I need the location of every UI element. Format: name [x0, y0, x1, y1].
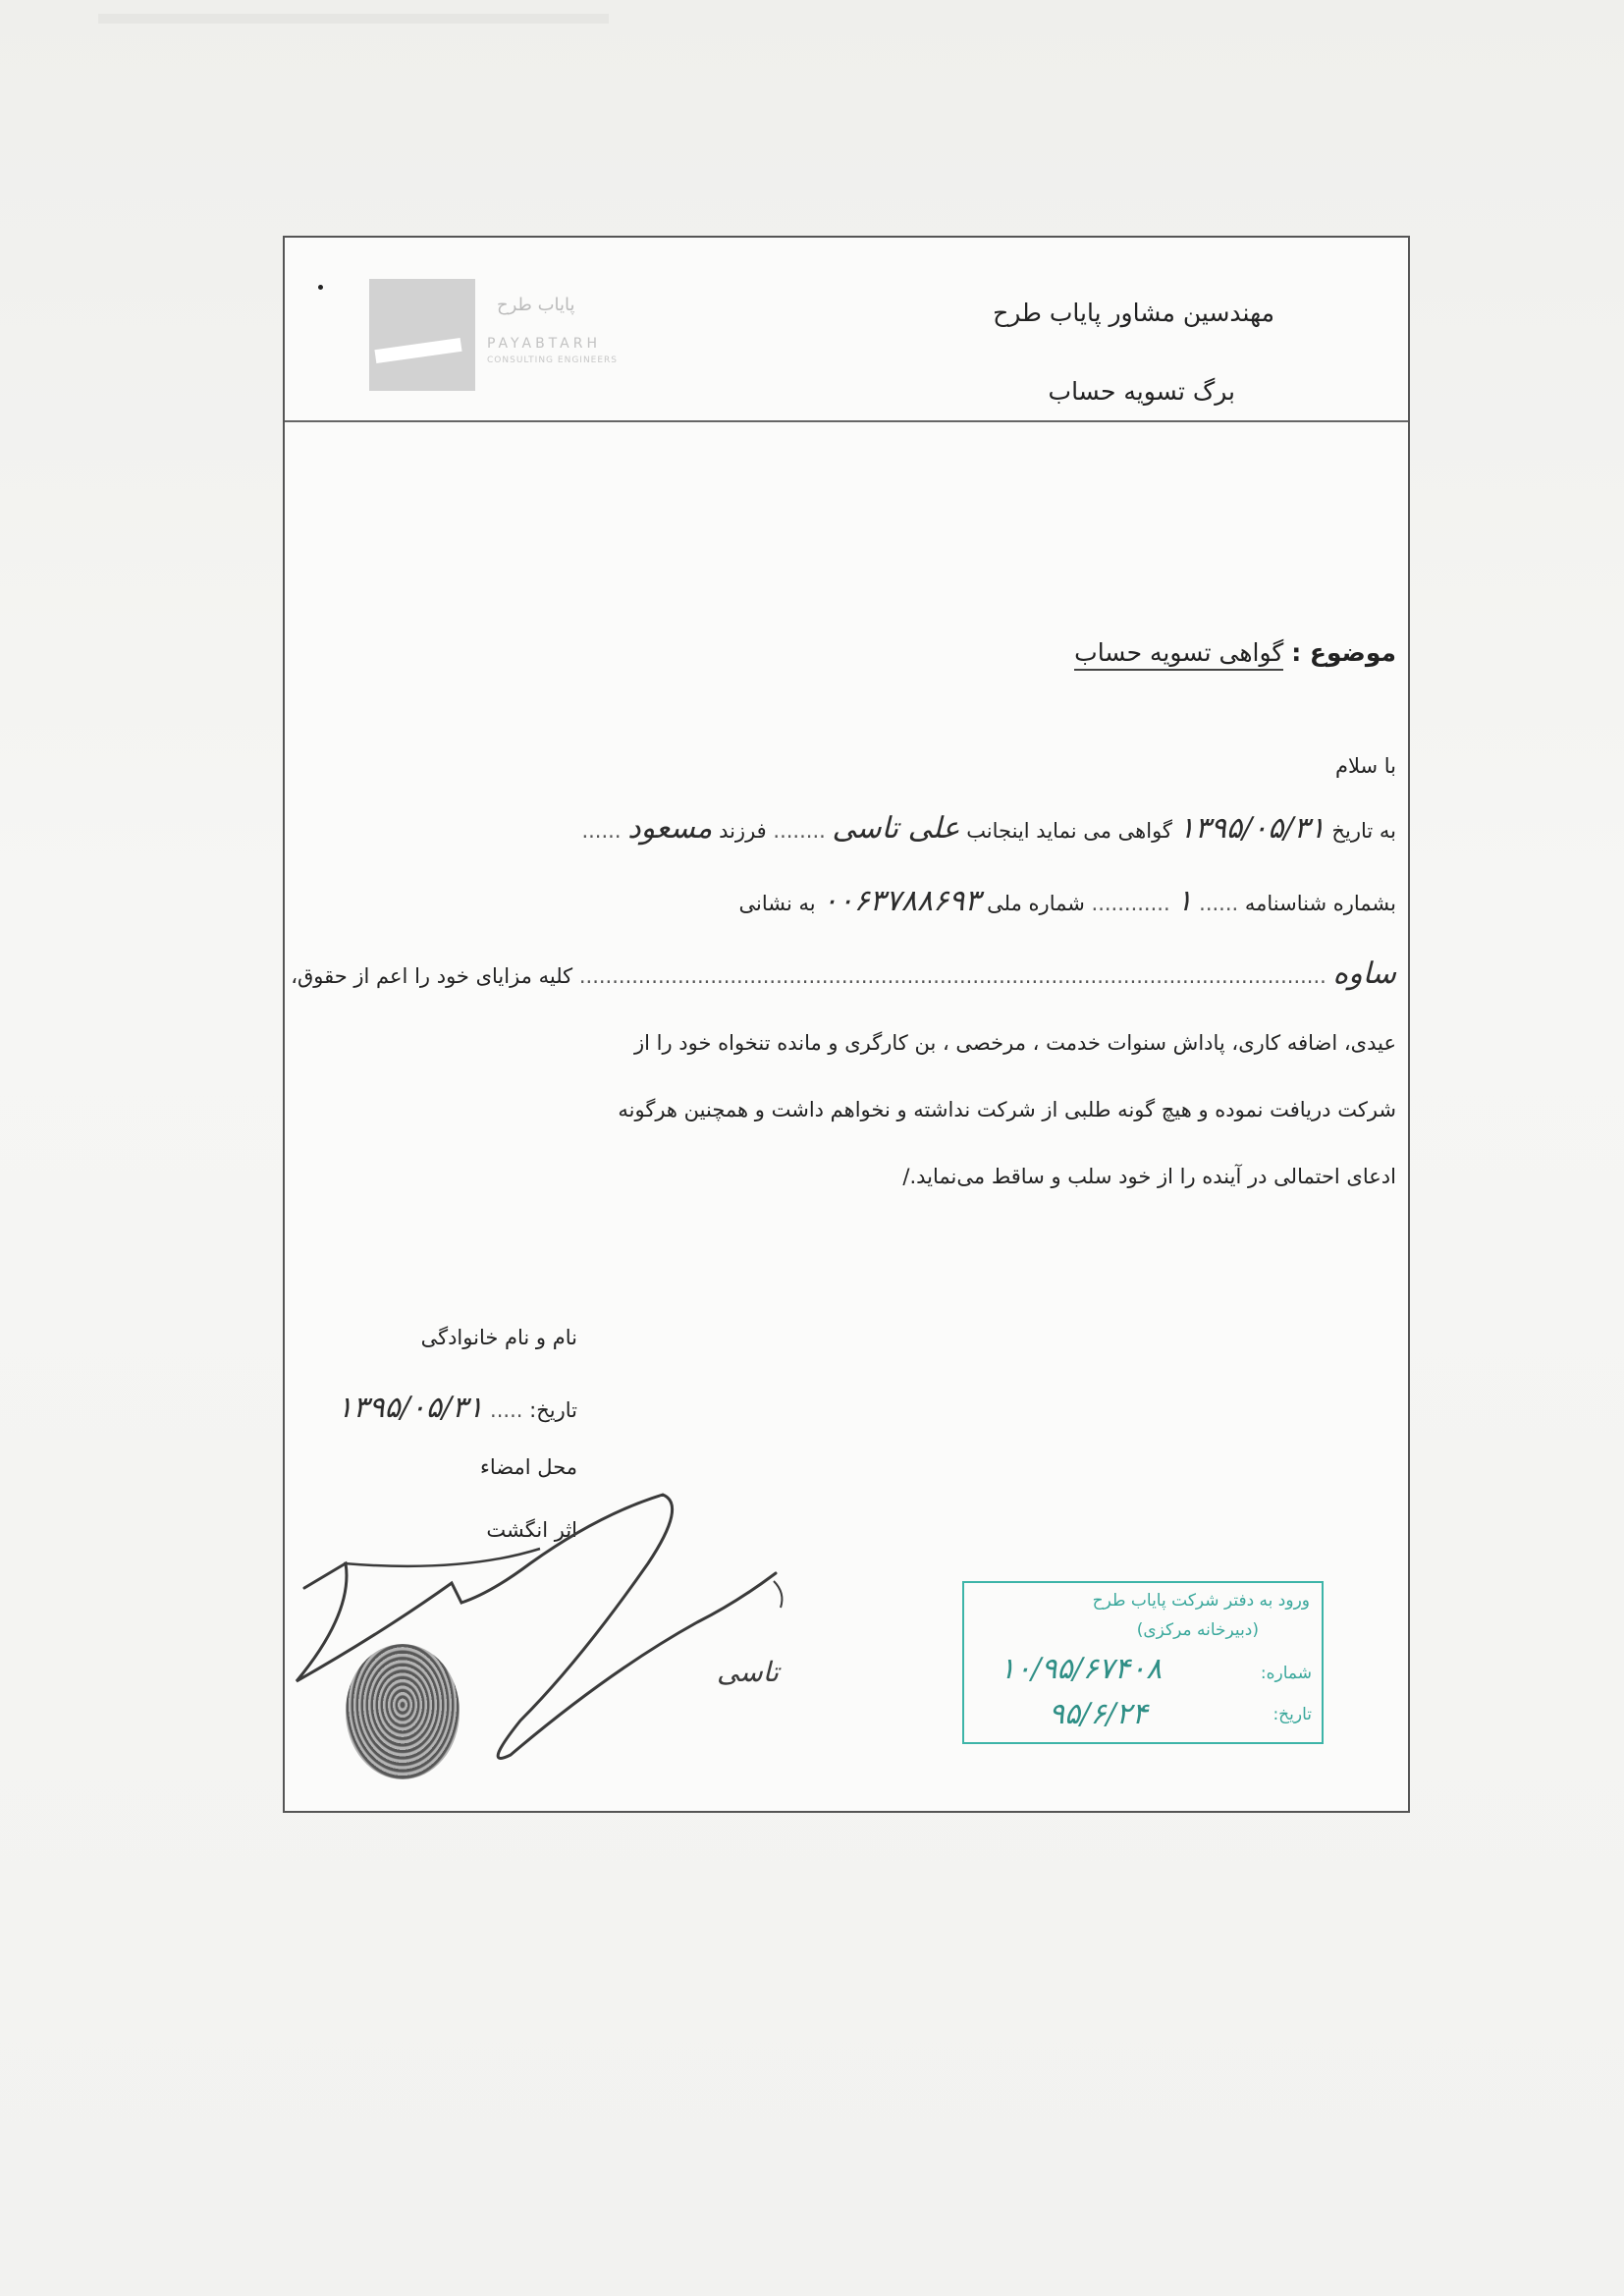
stamp-date-value: ۹۵/۶/۲۴ — [1049, 1697, 1148, 1731]
handwritten-address: ساوه — [1332, 957, 1396, 991]
line1-prefix: به تاریخ — [1331, 819, 1396, 843]
handwritten-date: ۱۳۹۵/۰۵/۳۱ — [1178, 811, 1326, 846]
stamp-number-label: شماره: — [1260, 1664, 1312, 1683]
dotted-leader: ............ — [1091, 892, 1170, 915]
greeting: با سلام — [1334, 754, 1396, 778]
date-label: تاریخ: — [529, 1398, 577, 1422]
dotted-leader: ..... — [490, 1398, 523, 1422]
handwritten-id-number: ۱ — [1176, 884, 1193, 918]
body-line-6: ادعای احتمالی در آینده را از خود سلب و ساقط می‌نماید./ — [902, 1165, 1396, 1188]
header-divider — [285, 420, 1408, 422]
company-logo-icon — [369, 279, 475, 391]
fingerprint-icon — [346, 1644, 460, 1779]
company-name: مهندسین مشاور پایاب طرح — [993, 299, 1274, 327]
logo-stripe — [374, 338, 461, 363]
line1-middle: گواهی می نماید اینجانب — [966, 819, 1172, 843]
logo-text-sub: CONSULTING ENGINEERS — [487, 355, 619, 365]
stamp-subtitle: (دبیرخانه مرکزی) — [1136, 1620, 1259, 1640]
father-label: فرزند — [719, 819, 767, 843]
body-line-3 — [291, 957, 1396, 991]
handwritten-surname: تاسی — [717, 1656, 780, 1688]
stamp-date-label: تاریخ: — [1272, 1705, 1312, 1724]
id-label: بشماره شناسنامه — [1244, 892, 1396, 915]
body-line-1 — [581, 811, 1396, 846]
handwritten-national-id: ۰۰۶۳۷۸۸۶۹۳ — [822, 884, 981, 918]
fingerprint-label: اثر انگشت — [486, 1518, 577, 1542]
handwritten-father-name: مسعود — [627, 811, 713, 846]
body-line-5: شرکت دریافت نموده و هیچ گونه طلبی از شرکت نداشته و نخواهم داشت و همچنین هرگونه — [618, 1098, 1396, 1121]
handwritten-sign-date: ۱۳۹۵/۰۵/۳۱ — [337, 1391, 484, 1425]
handwritten-name: علی تاسی — [832, 811, 960, 846]
dotted-leader: ...... — [581, 819, 622, 843]
body-line-4: عیدی، اضافه کاری، پاداش سنوات خدمت ، مرخصی ، بن کارگری و مانده تنخواه خود را از — [633, 1031, 1396, 1055]
name-label: نام و نام خانوادگی — [420, 1326, 577, 1349]
body-line-2 — [739, 884, 1396, 918]
dotted-leader: ...... — [1199, 892, 1239, 915]
stamp-number-value: ۱۰/۹۵/۶۷۴۰۸ — [1000, 1652, 1163, 1686]
line3-text: کلیه مزایای خود را اعم از حقوق، — [291, 964, 573, 988]
address-label: به نشانی — [738, 892, 816, 915]
settlement-form — [283, 236, 1410, 1813]
stamp-title: ورود به دفتر شرکت پایاب طرح — [1092, 1591, 1310, 1611]
subject-label: موضوع : — [1291, 638, 1396, 667]
logo-text-en: PAYABTARH — [487, 336, 601, 352]
registry-stamp — [962, 1581, 1324, 1744]
scan-smudge — [98, 14, 609, 24]
form-title: برگ تسویه حساب — [1048, 377, 1235, 406]
subject-value: گواهی تسویه حساب — [1074, 638, 1283, 671]
dotted-leader: ........ — [773, 819, 826, 843]
national-id-label: شماره ملی — [987, 892, 1085, 915]
ink-dot — [318, 285, 323, 290]
signature-label: محل امضاء — [480, 1455, 577, 1479]
subject-line — [1074, 638, 1396, 667]
dotted-leader: .................................................................................................................. — [578, 964, 1326, 988]
logo-text-fa: پایاب طرح — [497, 295, 575, 315]
